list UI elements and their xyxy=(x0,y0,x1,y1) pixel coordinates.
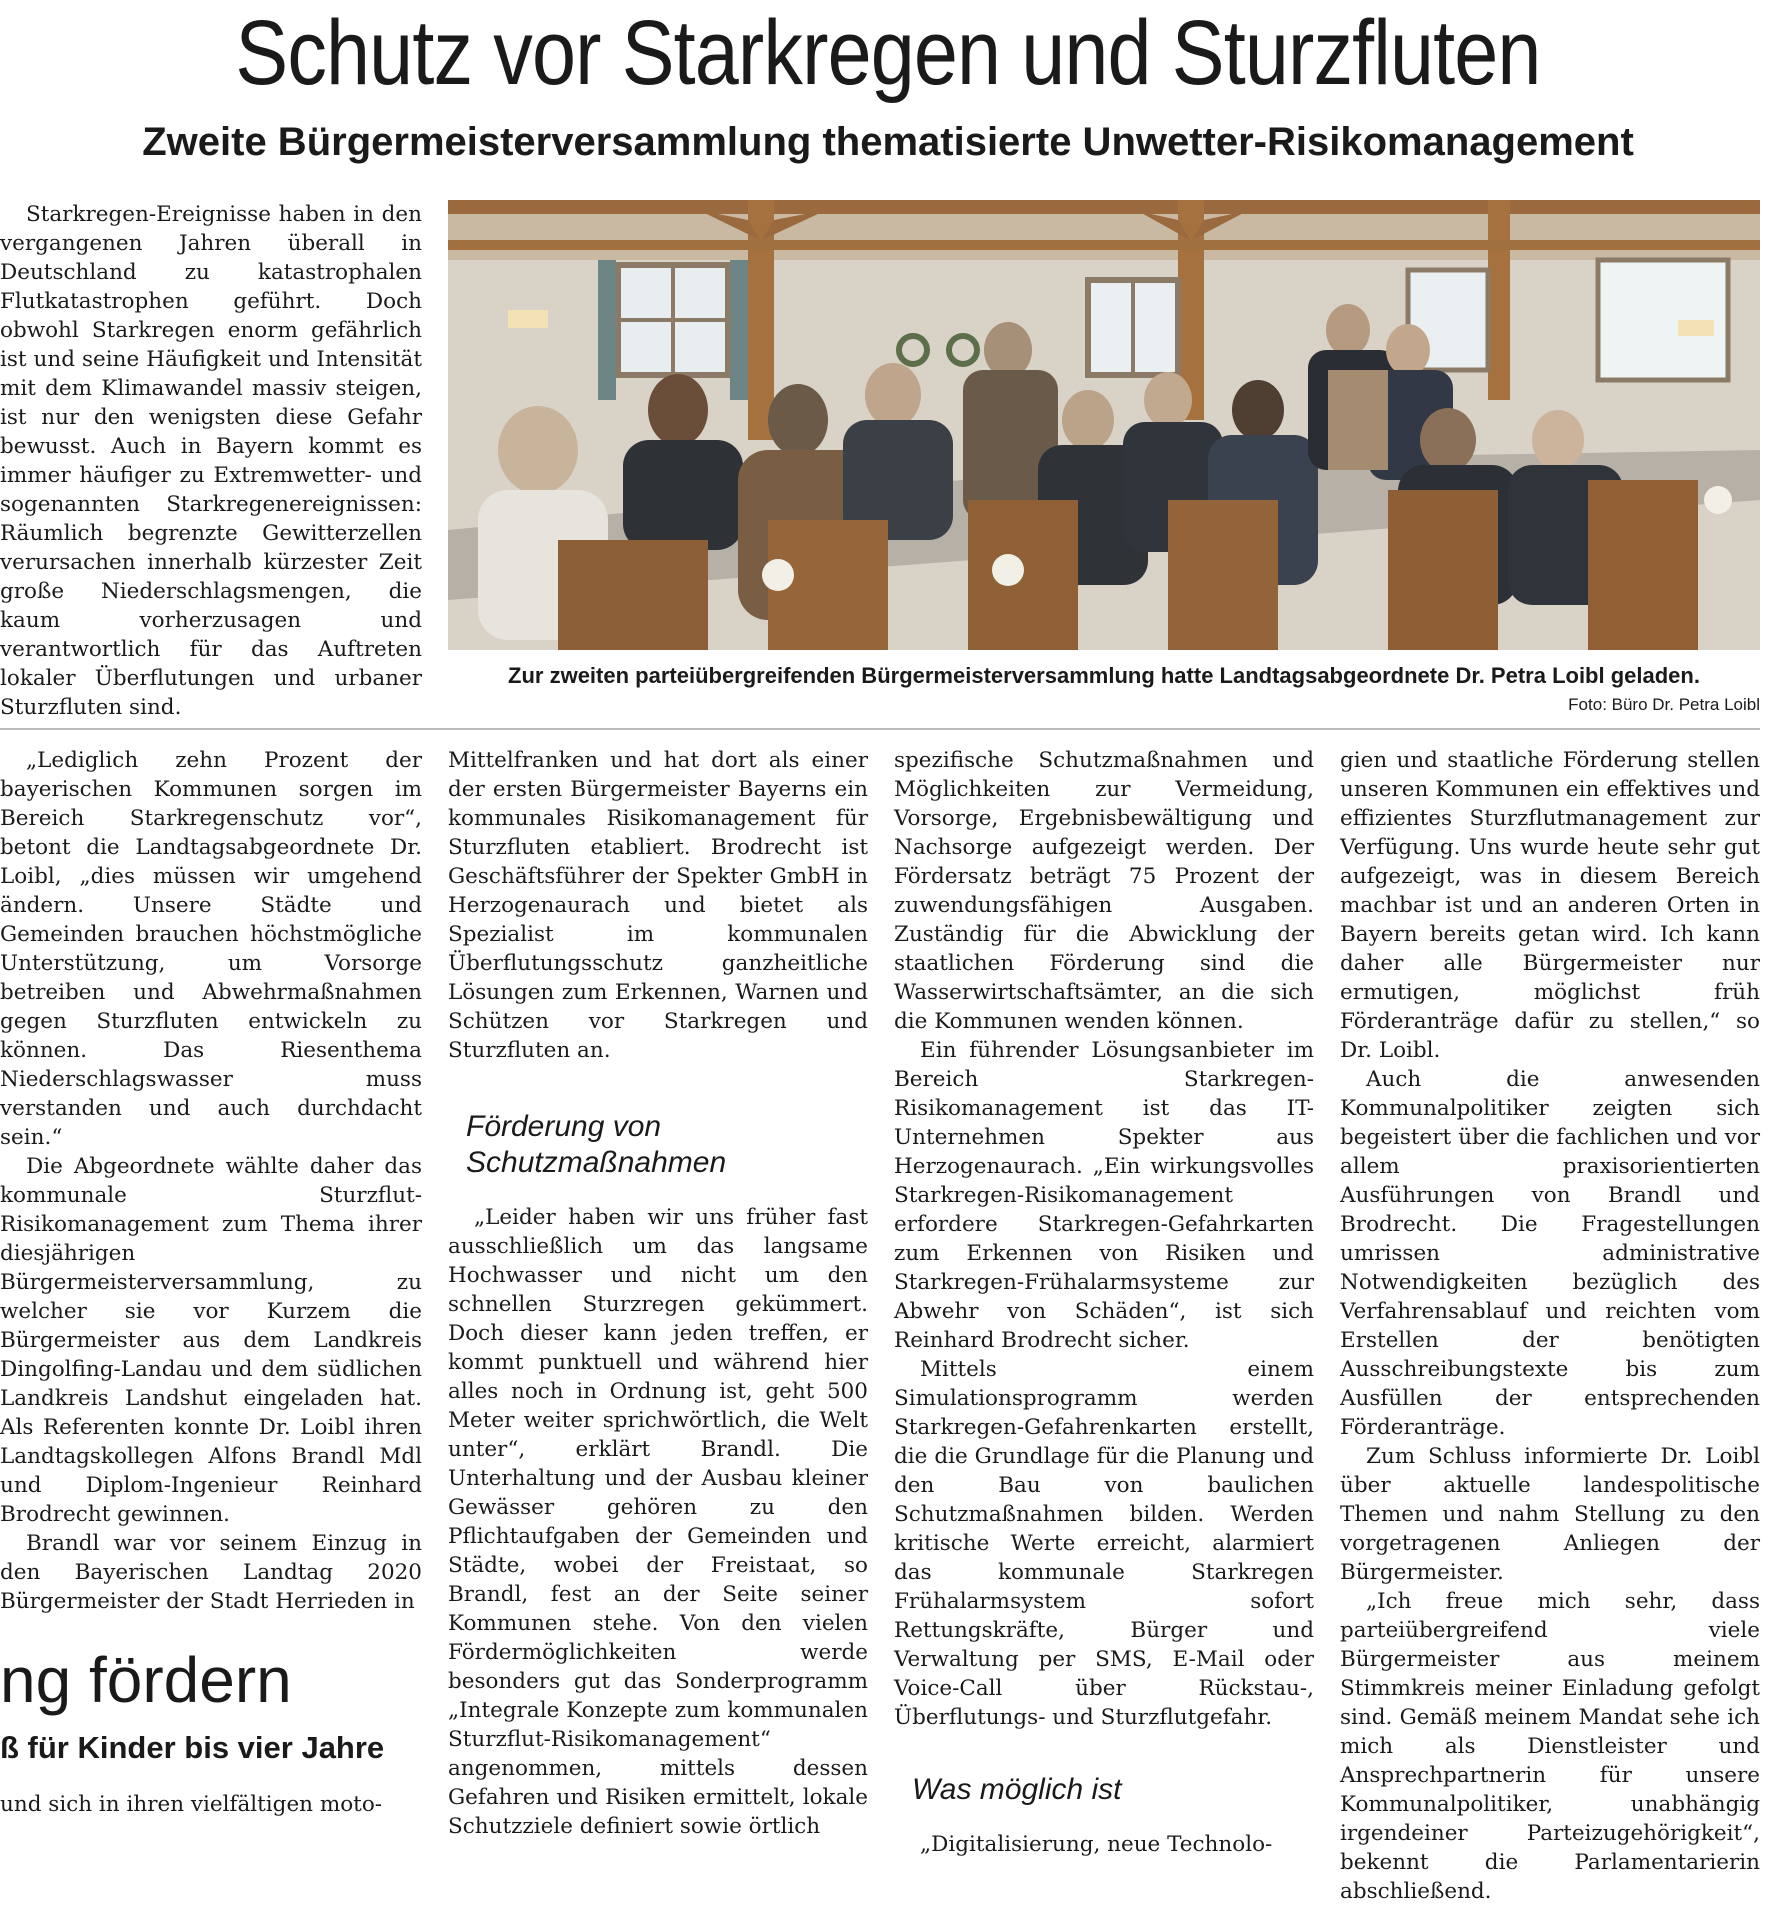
body-paragraph: „Lediglich zehn Prozent der bayerischen Kommunen sorgen im Bereich Starkregenschutz vor“, betont die Landtagsabgeordnete Dr. Loibl, „dies müssen wir umgehend ändern. Unsere Städte und Gemeinden brauchen höchstmögliche Unterstützung, um Vorsorge betreiben und Abwehrmaßnahmen gegen Sturzfluten entwickeln zu können. Das Riesenthema Niederschlagswasser muss verstanden und auch durchdacht sein.“ xyxy=(0,748,422,1150)
body-paragraph: spezifische Schutzmaßnahmen und Möglichkeiten zur Vermeidung, Vorsorge, Ergebnisbewältigung und Nachsorge aufgezeigt werden. Der Fördersatz beträgt 75 Prozent der zuwendungsfähigen Ausgaben. Zuständig für die Abwicklung der staatlichen Förderung sind die Wasserwirtschaftsämter, an die sich die Kommunen wenden können. xyxy=(894,748,1314,1034)
body-paragraph: Mittels einem Simulationsprogramm werden Starkregen-Gefahrenkarten erstellt, die die Grundlage für die Planung und den Bau von baulichen Schutzmaßnahmen bilden. Werden kritische Werte erreicht, alarmiert das kommunale Starkregen Frühalarmsystem sofort Rettungskräfte, Bürger und Verwaltung per SMS, E-Mail oder Voice-Call über Rückstau-, Überflutungs- und Sturzflutgefahr. xyxy=(894,1357,1314,1730)
teaser-subheadline: ß für Kinder bis vier Jahre xyxy=(0,1730,385,1765)
body-column-3 xyxy=(894,746,1314,1857)
body-paragraph: Brandl war vor seinem Einzug in den Bayerischen Landtag 2020 Bürgermeister der Stadt Herrieden in xyxy=(0,1531,422,1614)
photo-credit: Foto: Büro Dr. Petra Loibl xyxy=(1568,695,1760,714)
teaser-headline: ng fördern xyxy=(0,1644,292,1716)
body-column-2 xyxy=(448,746,868,1839)
body-paragraph: „Ich freue mich sehr, dass parteiübergreifend viele Bürgermeister aus meinem Stimmkreis meiner Einladung gefolgt sind. Gemäß meinem Mandat sehe ich mich als Dienstleister und Ansprechpartnerin für unsere Kommunalpolitiker, unabhängig irgendeiner Parteizugehörigkeit“, bekennt die Parlamentarierin abschließend. xyxy=(1340,1589,1760,1904)
article-headline: Schutz vor Starkregen und Sturzfluten xyxy=(235,2,1541,104)
article-subheadline: Zweite Bürgermeisterversammlung thematisierte Unwetter-Risikomanagement xyxy=(142,120,1634,164)
body-paragraph: „Digitalisierung, neue Technolo- xyxy=(920,1832,1273,1857)
body-paragraph: Mittelfranken und hat dort als einer der ersten Bürgermeister Bayerns ein kommunales Risikomanagement für Sturzfluten etabliert. Brodrecht ist Geschäftsführer der Spekter GmbH in Herzogenaurach und bietet als Spezialist im kommunalen Überflutungsschutz ganzheitliche Lösungen zum Erkennen, Warnen und Schützen vor Starkregen und Sturzfluten an. xyxy=(448,748,868,1063)
meeting-photo xyxy=(448,200,1760,650)
teaser-text: und sich in ihren vielfältigen moto- xyxy=(0,1792,383,1817)
body-paragraph: gien und staatliche Förderung stellen unseren Kommunen ein effektives und effizientes Sturzflutmanagement zur Verfügung. Uns wurde heute sehr gut aufgezeigt, was in diesem Bereich machbar ist und an anderen Orten in Bayern bereits getan wird. Ich kann daher alle Bürgermeister nur ermutigen, möglichst früh Förderanträge dafür zu stellen,“ so Dr. Loibl. xyxy=(1340,748,1760,1063)
body-paragraph: „Leider haben wir uns früher fast ausschließlich um das langsame Hochwasser und nicht um den schnellen Sturzregen gekümmert. Doch dieser kann jeden treffen, er kommt punktuell und während hier alles noch in Ordnung ist, geht 500 Meter weiter sprichwörtlich, die Welt unter“, erklärt Brandl. Die Unterhaltung und der Ausbau kleiner Gewässer gehören zu den Pflichtaufgaben der Gemeinden und Städte, wobei der Freistaat, so Brandl, fest an der Seite seiner Kommunen stehe. Von den vielen Fördermöglichkeiten werde besonders gut das Sonderprogramm „Integrale Konzepte zum kommunalen Sturzflut-Risikomanagement“ angenommen, mittels dessen Gefahren und Risiken ermittelt, lokale Schutzziele definiert sowie örtlich xyxy=(448,1205,868,1839)
body-column-4 xyxy=(1340,746,1760,1904)
body-paragraph: Ein führender Lösungsanbieter im Bereich Starkregen-Risikomanagement ist das IT-Unternehmen Spekter aus Herzogenaurach. „Ein wirkungsvolles Starkregen-Risikomanagement erfordere Starkregen-Gefahrkarten zum Erkennen von Risiken und Starkregen-Frühalarmsysteme zur Abwehr von Schäden“, ist sich Reinhard Brodrecht sicher. xyxy=(894,1038,1314,1353)
section-subheading: Was möglich ist xyxy=(912,1773,1122,1806)
body-paragraph: Die Abgeordnete wählte daher das kommunale Sturzflut-Risikomanagement zum Thema ihrer diesjährigen Bürgermeisterversammlung, zu welcher sie vor Kurzem die Bürgermeister aus dem Landkreis Dingolfing-Landau und dem südlichen Landkreis Landshut eingeladen hat. Als Referenten konnte Dr. Loibl ihren Landtagskollegen Alfons Brandl Mdl und Diplom-Ingenieur Reinhard Brodrecht gewinnen. xyxy=(0,1154,422,1527)
body-paragraph: Zum Schluss informierte Dr. Loibl über aktuelle landespolitische Themen und nahm Stellung zu den vorgetragenen Anliegen der Bürgermeister. xyxy=(1340,1444,1760,1585)
body-paragraph: Auch die anwesenden Kommunalpolitiker zeigten sich begeistert über die fachlichen und vor allem praxisorientierten Ausführungen von Brandl und Brodrecht. Die Fragestellungen umrissen administrative Notwendigkeiten bezüglich des Verfahrensablauf und reichten vom Erstellen der benötigten Ausschreibungstexte bis zum Ausfüllen der entsprechenden Förderanträge. xyxy=(1340,1067,1760,1440)
photo-caption: Zur zweiten parteiübergreifenden Bürgermeisterversammlung hatte Landtagsabgeordnete Dr. Petra Loibl geladen. xyxy=(508,663,1700,688)
intro-paragraph: Starkregen-Ereignisse haben in den vergangenen Jahren überall in Deutschland zu katastrophalen Flutkatastrophen geführt. Doch obwohl Starkregen enorm gefährlich ist und seine Häufigkeit und Intensität mit dem Klimawandel massiv steigen, ist nur den wenigsten diese Gefahr bewusst. Auch in Bayern kommt es immer häufiger zu Extremwetter- und sogenannten Starkregenereignissen: Räumlich begrenzte Gewitterzellen verursachen innerhalb kürzester Zeit große Niederschlagsmengen, die kaum vorherzusagen und verantwortlich für das Auftreten lokaler Überflutungen und urbaner Sturzfluten sind. xyxy=(0,202,422,720)
intro-column xyxy=(0,200,422,720)
body-column-1 xyxy=(0,746,422,1614)
section-divider xyxy=(0,728,1760,730)
section-subheading: Förderung von Schutzmaßnahmen xyxy=(466,1110,727,1179)
